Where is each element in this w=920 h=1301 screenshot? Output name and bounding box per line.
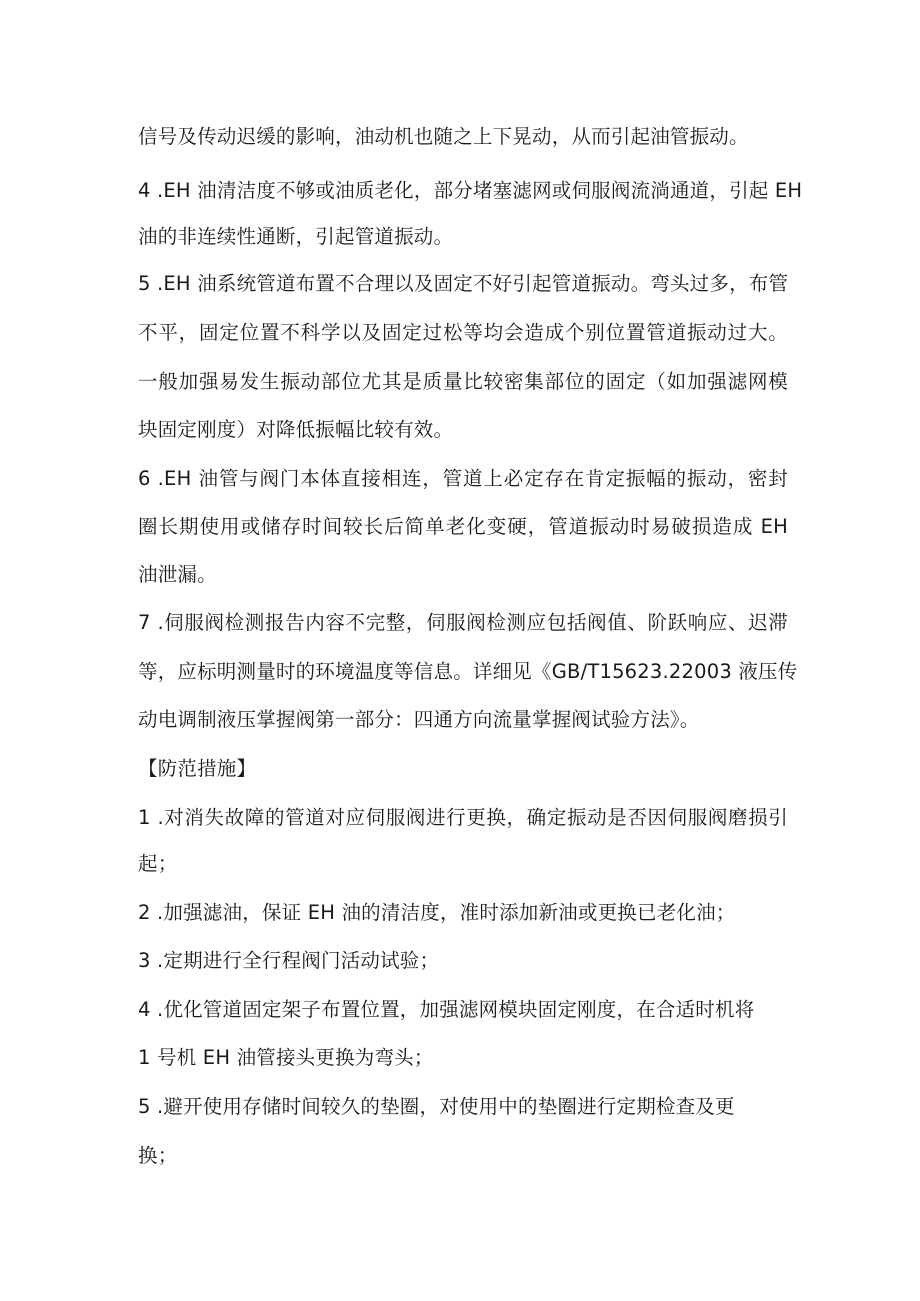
text-line-18: 3 .定期进行全行程阀门活动试验； (138, 949, 440, 972)
text-line-8: 6 .EH 油管与阀门本体直接相连，管道上必定存在肯定振幅的振动，密封 (138, 467, 788, 490)
text-line-9: 圈长期使用或储存时间较长后简单老化变硬，管道振动时易破损造成 EH (138, 515, 788, 538)
text-line-6: 一般加强易发生振动部位尤其是质量比较密集部位的固定（如加强滤网模 (138, 370, 788, 393)
text-line-22: 换； (138, 1144, 178, 1167)
text-line-21: 5 .避开使用存储时间较久的垫圈，对使用中的垫圈进行定期检查及更 (138, 1095, 735, 1118)
text-line-7: 块固定刚度）对降低振幅比较有效。 (138, 418, 454, 441)
text-line-20: 1 号机 EH 油管接头更换为弯头； (138, 1046, 434, 1069)
text-line-1: 信号及传动迟缓的影响，油动机也随之上下晃动，从而引起油管振动。 (138, 125, 749, 148)
text-line-12: 等，应标明测量时的环境温度等信息。详细见《GB/T15623.22003 液压传 (138, 660, 798, 683)
text-line-3: 油的非连续性通断，引起管道振动。 (138, 225, 454, 248)
text-line-11: 7 .伺服阀检测报告内容不完整，伺服阀检测应包括阀值、阶跃响应、迟滞 (138, 611, 788, 634)
text-line-4: 5 .EH 油系统管道布置不合理以及固定不好引起管道振动。弯头过多，布管 (138, 272, 789, 295)
text-line-17: 2 .加强滤油，保证 EH 油的清洁度，准时添加新油或更换已老化油； (138, 901, 736, 924)
text-line-19: 4 .优化管道固定架子布置位置，加强滤网模块固定刚度，在合适时机将 (138, 998, 755, 1021)
text-line-2: 4 .EH 油清洁度不够或油质老化，部分堵塞滤网或伺服阀流淌通道，引起 EH (138, 179, 803, 202)
text-line-16: 起； (138, 852, 178, 875)
section-heading: 【防范措施】 (138, 757, 257, 780)
text-line-5: 不平，固定位置不科学以及固定过松等均会造成个别位置管道振动过大。 (138, 321, 788, 344)
text-line-10: 油泄漏。 (138, 563, 217, 586)
text-line-13: 动电调制液压掌握阀第一部分：四通方向流量掌握阀试验方法》。 (138, 708, 700, 731)
text-line-15: 1 .对消失故障的管道对应伺服阀进行更换，确定振动是否因伺服阀磨损引 (138, 806, 788, 829)
